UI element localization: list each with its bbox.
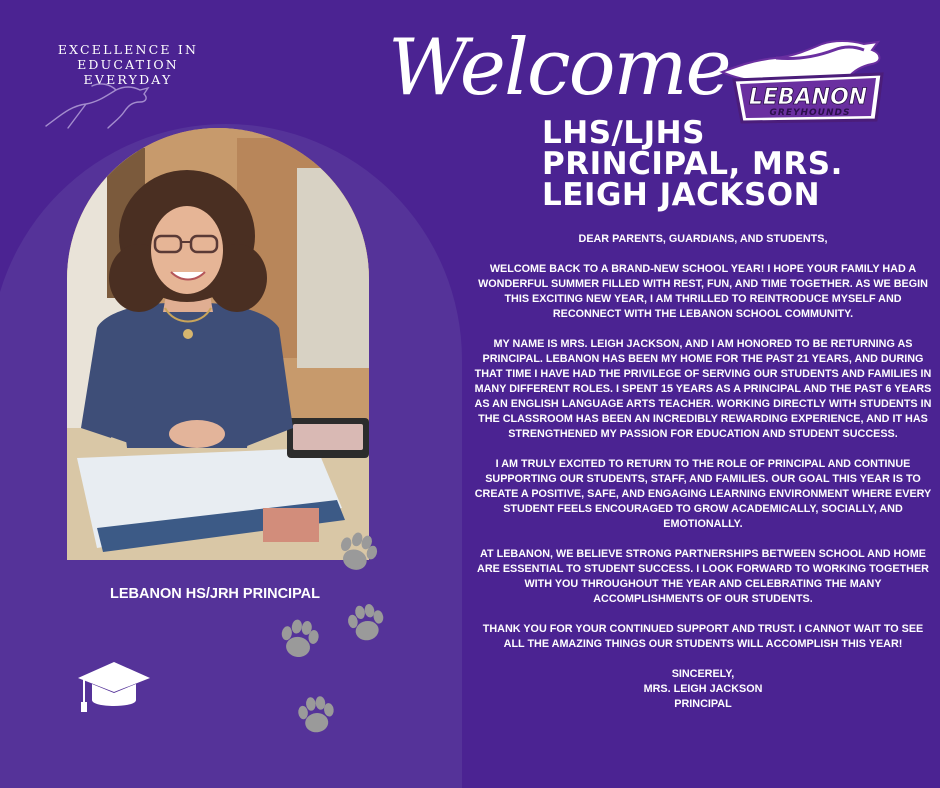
paw-print-icon xyxy=(274,614,324,666)
letter-closing: SINCERELY, xyxy=(671,668,735,680)
motto-line-2: EDUCATION xyxy=(77,57,179,72)
letter-paragraph-4: AT LEBANON, WE BELIEVE STRONG PARTNERSHIPS BETWEEN SCHOOL AND HOME ARE ESSENTIAL TO STUDENT SUCCESS. I LOOK FORWARD TO WORKING TOGETHER WITH YOU THROUGHOUT THE YEAR AND CELEBRATING THE MANY ACCOMPLISHMENTS OF OUR STUDENTS. xyxy=(477,548,929,605)
letter-paragraph-3: I AM TRULY EXCITED TO RETURN TO THE ROLE OF PRINCIPAL AND CONTINUE SUPPORTING OUR STUDENTS, STAFF, AND FAMILIES. OUR GOAL THIS YEAR IS TO CREATE A POSITIVE, SAFE, AND ENGAGING LEARNING ENVIRONMENT WHERE EVERY STUDENT FEELS ENCOURAGED TO GROW ACADEMICALLY, SOCIALLY, AND EMOTIONALLY. xyxy=(474,458,932,530)
page-title xyxy=(542,115,902,213)
graduation-cap-icon xyxy=(76,660,152,716)
greyhound-outline-icon xyxy=(40,76,160,130)
motto-line-1: EXCELLENCE IN xyxy=(57,42,199,57)
headline-line-1: LHS/LJHS xyxy=(542,115,705,151)
greyhound-mascot-icon xyxy=(714,36,894,126)
photo-caption: LEBANON HS/JRH PRINCIPAL xyxy=(110,586,320,602)
letter-body xyxy=(474,232,932,712)
letter-paragraph-2: MY NAME IS MRS. LEIGH JACKSON, AND I AM HONORED TO BE RETURNING AS PRINCIPAL. LEBANON HAS BEEN MY HOME FOR THE PAST 21 YEARS, AND DURING THAT TIME I HAVE HAD THE PRIVILEGE OF SERVING OUR STUDENTS AND FAMILIES IN MANY DIFFERENT ROLES. I SPENT 15 YEARS AS A PRINCIPAL AND THE PAST 6 YEARS AS AN ENGLISH LANGUAGE ARTS TEACHER. WORKING DIRECTLY WITH STUDENTS IN THE CLASSROOM HAS BEEN AN INCREDIBLY REWARDING EXPERIENCE, AND IT HAS STRENGTHENED MY PASSION FOR EDUCATION AND STUDENT SUCCESS. xyxy=(474,338,932,440)
letter-paragraph-1: WELCOME BACK TO A BRAND-NEW SCHOOL YEAR! I HOPE YOUR FAMILY HAD A WONDERFUL SUMMER FILLED WITH REST, FUN, AND TIME TOGETHER. AS WE BEGIN THIS EXCITING NEW YEAR, I AM THRILLED TO REINTRODUCE MYSELF AND RECONNECT WITH THE LEBANON SCHOOL COMMUNITY. xyxy=(478,263,928,320)
letter-paragraph-5: THANK YOU FOR YOUR CONTINUED SUPPORT AND TRUST. I CANNOT WAIT TO SEE ALL THE AMAZING THINGS OUR STUDENTS WILL ACCOMPLISH THIS YEAR! xyxy=(482,623,924,650)
letter-signature-title: PRINCIPAL xyxy=(674,698,732,710)
welcome-script: Welcome xyxy=(388,23,730,113)
logo-text: LEBANON xyxy=(748,85,868,110)
paw-print-icon xyxy=(332,526,382,580)
motto-line-3: EVERYDAY xyxy=(83,72,173,87)
letter-signature-name: MRS. LEIGH JACKSON xyxy=(643,683,763,695)
paw-print-icon xyxy=(292,690,340,742)
letter-greeting: DEAR PARENTS, GUARDIANS, AND STUDENTS, xyxy=(578,233,828,245)
headline-line-3: LEIGH JACKSON xyxy=(542,177,821,213)
principal-photo xyxy=(67,128,369,560)
paw-print-icon xyxy=(342,598,390,650)
logo-subtext: GREYHOUNDS xyxy=(769,108,851,118)
headline-line-2: PRINCIPAL, MRS. xyxy=(542,146,843,182)
